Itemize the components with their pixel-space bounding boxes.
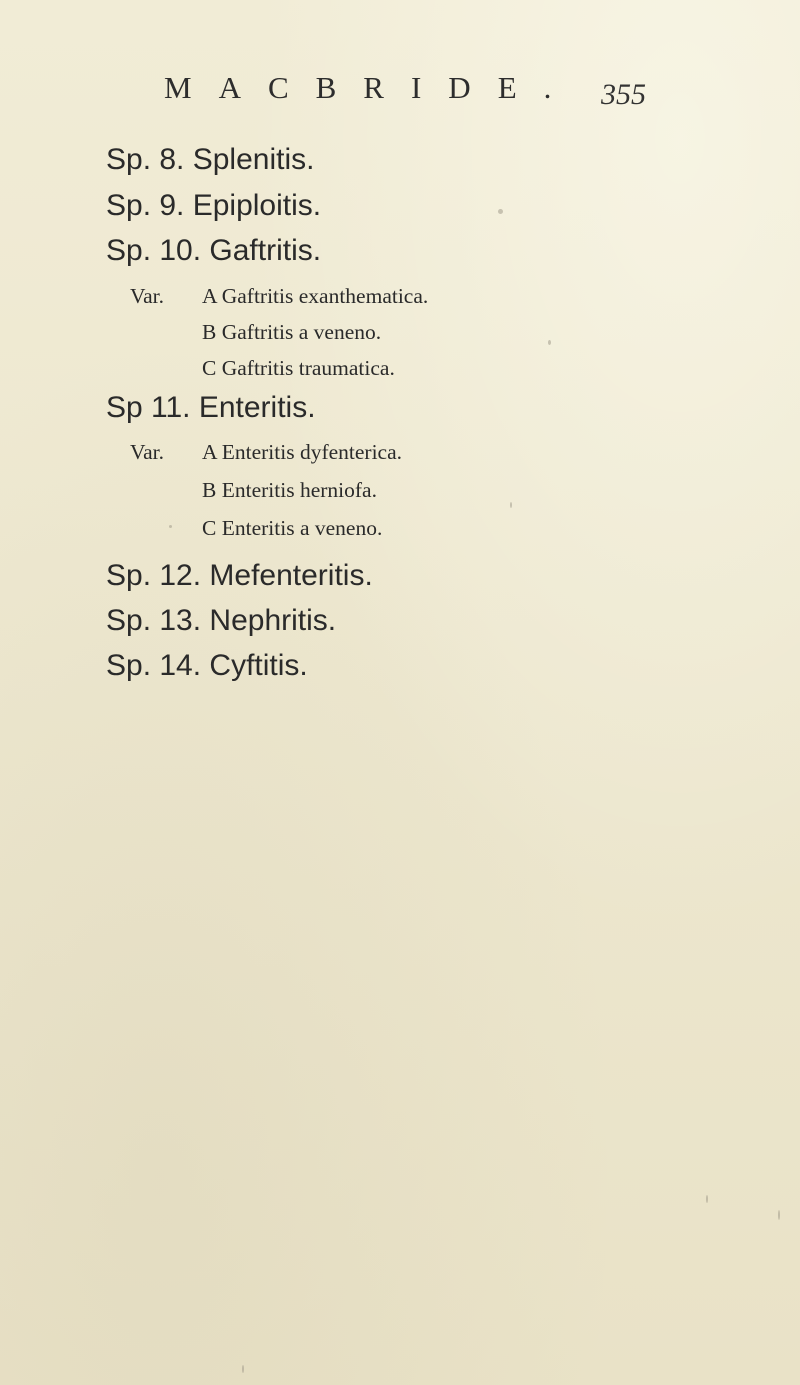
variety-entry bbox=[202, 478, 377, 503]
species-entry-10: Sp. 10. Gaftritis. bbox=[106, 234, 322, 267]
running-head: MACBRIDE. bbox=[164, 70, 579, 105]
paper-speck bbox=[498, 209, 503, 214]
variety-entry bbox=[202, 356, 395, 381]
variety-letter: B bbox=[202, 320, 217, 344]
variety-letter: A bbox=[202, 440, 217, 464]
species-entry-9: Sp. 9. Epiploitis. bbox=[106, 189, 322, 222]
variety-label: Var. bbox=[130, 284, 165, 308]
paper-speck bbox=[510, 502, 512, 508]
variety-name: Gaftritis exanthematica. bbox=[221, 284, 429, 308]
variety-name: Enteritis a veneno. bbox=[221, 516, 383, 540]
species-entry-13: Sp. 13. Nephritis. bbox=[106, 604, 337, 637]
species-entry-8: Sp. 8. Splenitis. bbox=[106, 143, 315, 176]
variety-name: Enteritis dyfenterica. bbox=[221, 440, 403, 464]
variety-entry bbox=[202, 320, 381, 345]
variety-entry bbox=[202, 516, 382, 541]
variety-name: Gaftritis a veneno. bbox=[221, 320, 382, 344]
paper-speck bbox=[706, 1195, 708, 1203]
paper-speck bbox=[778, 1210, 780, 1220]
variety-entry bbox=[130, 284, 428, 309]
species-entry-14: Sp. 14. Cyftitis. bbox=[106, 649, 308, 682]
variety-name: Gaftritis traumatica. bbox=[221, 356, 395, 380]
variety-letter: A bbox=[202, 284, 217, 308]
paper-speck bbox=[242, 1365, 244, 1373]
paper-speck bbox=[548, 340, 551, 345]
variety-entry bbox=[130, 440, 402, 465]
variety-letter: C bbox=[202, 516, 217, 540]
species-entry-11: Sp 11. Enteritis. bbox=[106, 391, 316, 424]
variety-label: Var. bbox=[130, 440, 165, 464]
variety-letter: C bbox=[202, 356, 217, 380]
variety-letter: B bbox=[202, 478, 217, 502]
species-entry-12: Sp. 12. Mefenteritis. bbox=[106, 559, 373, 592]
page-header bbox=[0, 70, 800, 120]
variety-name: Enteritis herniofa. bbox=[221, 478, 377, 502]
page-number: 355 bbox=[601, 78, 646, 111]
paper-speck bbox=[169, 525, 172, 528]
